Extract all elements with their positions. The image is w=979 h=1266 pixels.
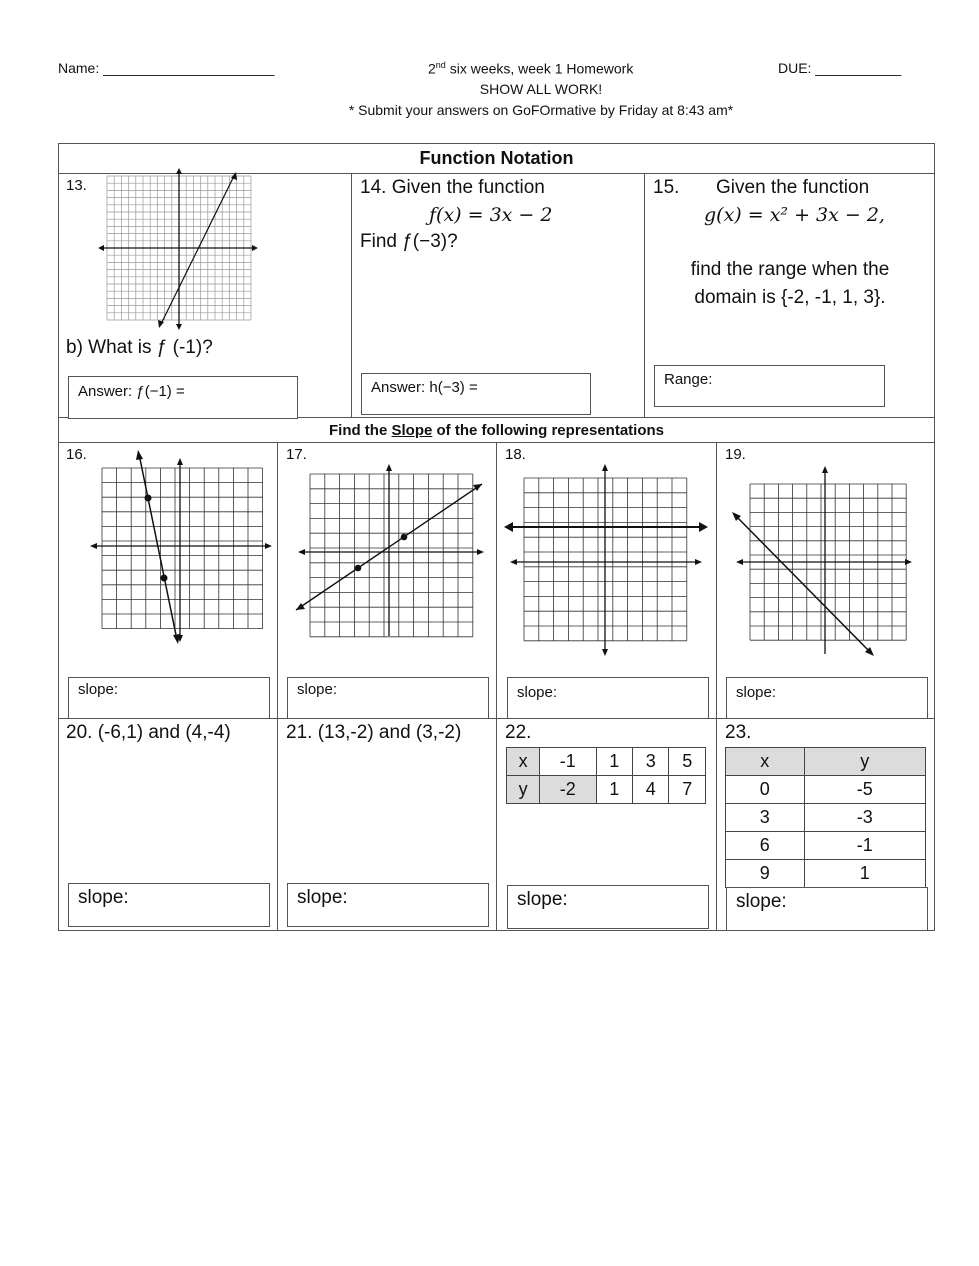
slope-title-underlined: Slope	[391, 422, 433, 439]
q13-function-line	[160, 174, 235, 326]
q17-answer-box[interactable]	[287, 677, 489, 719]
q20-answer-box[interactable]	[68, 883, 270, 927]
q19-answer-label: slope:	[736, 684, 777, 701]
q16-answer-box[interactable]	[68, 677, 270, 719]
due-label[interactable]: DUE: ___________	[778, 60, 901, 76]
q13-answer-box[interactable]	[68, 376, 298, 419]
table-row	[726, 776, 926, 804]
q22-row-y	[507, 776, 706, 804]
q22-cell: 5	[669, 748, 706, 776]
q23-answer-label: slope:	[736, 891, 787, 912]
q22-cell: y	[507, 776, 540, 804]
q15-domain: domain is {-2, -1, 1, 3}.	[694, 287, 886, 308]
q19-graph	[730, 464, 914, 658]
q22-cell: x	[507, 748, 540, 776]
q16-answer-label: slope:	[78, 681, 119, 698]
divider	[351, 173, 352, 417]
q18-graph	[504, 464, 708, 656]
show-work-note: SHOW ALL WORK!	[479, 81, 603, 97]
q23-header: y	[804, 748, 925, 776]
q20-points: 20. (-6,1) and (4,-4)	[66, 722, 231, 743]
q19-function-line	[734, 514, 872, 654]
q15-function: g(x) = x² + 3x − 2,	[704, 204, 885, 226]
q17-answer-label: slope:	[297, 681, 338, 698]
slope-title-post: of the following representations	[432, 422, 665, 439]
q14-prompt: 14. Given the function	[360, 177, 545, 198]
q22-cell: 4	[632, 776, 668, 804]
q16-number: 16.	[66, 446, 87, 463]
q15-range-label: Range:	[664, 371, 713, 388]
divider	[496, 442, 497, 931]
assignment-title	[428, 60, 633, 77]
q15-line2: find the range when the	[690, 259, 890, 280]
q17-number: 17.	[286, 446, 307, 463]
q22-row-x	[507, 748, 706, 776]
q23-table	[725, 747, 926, 888]
q23-cell: 3	[726, 804, 805, 832]
q22-cell: -1	[540, 748, 596, 776]
q16-point	[161, 575, 168, 582]
title-superscript: nd	[435, 60, 446, 70]
q22-cell: 3	[632, 748, 668, 776]
q23-header: x	[726, 748, 805, 776]
q16-point	[145, 495, 152, 502]
q14-answer-label: Answer: h(−3) =	[371, 379, 478, 396]
q17-graph	[296, 460, 486, 636]
q23-cell: 1	[804, 860, 925, 888]
q21-answer-label: slope:	[297, 887, 348, 908]
q22-answer-label: slope:	[517, 889, 568, 910]
q23-cell: 9	[726, 860, 805, 888]
divider	[716, 442, 717, 931]
q13-graph	[98, 166, 258, 332]
q18-answer-label: slope:	[517, 684, 558, 701]
section-title-slope	[58, 422, 935, 439]
q21-points: 21. (13,-2) and (3,-2)	[286, 722, 462, 743]
q22-answer-box[interactable]	[507, 885, 709, 929]
q14-answer-box[interactable]	[361, 373, 591, 415]
q13-number: 13.	[66, 177, 87, 194]
q23-cell: -1	[804, 832, 925, 860]
q23-cell: 6	[726, 832, 805, 860]
q21-answer-box[interactable]	[287, 883, 489, 927]
q22-cell: 1	[596, 748, 632, 776]
table-row	[726, 832, 926, 860]
q17-point	[355, 565, 362, 572]
q15-prompt: Given the function	[716, 177, 870, 198]
name-label[interactable]: Name: ______________________	[58, 60, 275, 76]
table-row	[726, 860, 926, 888]
q20-answer-label: slope:	[78, 887, 129, 908]
table-row	[726, 804, 926, 832]
q15-number: 15.	[653, 177, 680, 198]
q14-find: Find ƒ(−3)?	[360, 231, 458, 252]
q14-function: ƒ(x) = 3x − 2	[429, 204, 553, 226]
q22-cell: 7	[669, 776, 706, 804]
q22-table	[506, 747, 706, 804]
q15-range-box[interactable]	[654, 365, 885, 407]
q22-cell: -2	[540, 776, 596, 804]
q22-cell: 1	[596, 776, 632, 804]
q18-number: 18.	[505, 446, 526, 463]
q16-function-line	[139, 454, 177, 640]
q19-number: 19.	[725, 446, 746, 463]
slope-title-pre: Find the	[328, 422, 392, 439]
divider	[277, 442, 278, 931]
title-rest: six weeks, week 1 Homework	[445, 60, 634, 77]
q17-point	[401, 534, 408, 541]
q13-answer-label: Answer: ƒ(−1) =	[78, 383, 185, 400]
q23-answer-box[interactable]	[726, 887, 928, 931]
q16-graph	[90, 450, 272, 646]
q19-answer-box[interactable]	[726, 677, 928, 719]
q23-number: 23.	[725, 722, 752, 743]
title-number: 2	[428, 60, 436, 77]
q23-cell: 0	[726, 776, 805, 804]
section-title-function-notation: Function Notation	[419, 148, 574, 168]
q23-header-row	[726, 748, 926, 776]
submit-note: * Submit your answers on GoFOrmative by Friday at 8:43 am*	[348, 102, 734, 118]
q13-question: b) What is ƒ (-1)?	[66, 337, 213, 358]
q23-cell: -3	[804, 804, 925, 832]
q23-cell: -5	[804, 776, 925, 804]
q18-answer-box[interactable]	[507, 677, 709, 719]
q22-number: 22.	[505, 722, 532, 743]
